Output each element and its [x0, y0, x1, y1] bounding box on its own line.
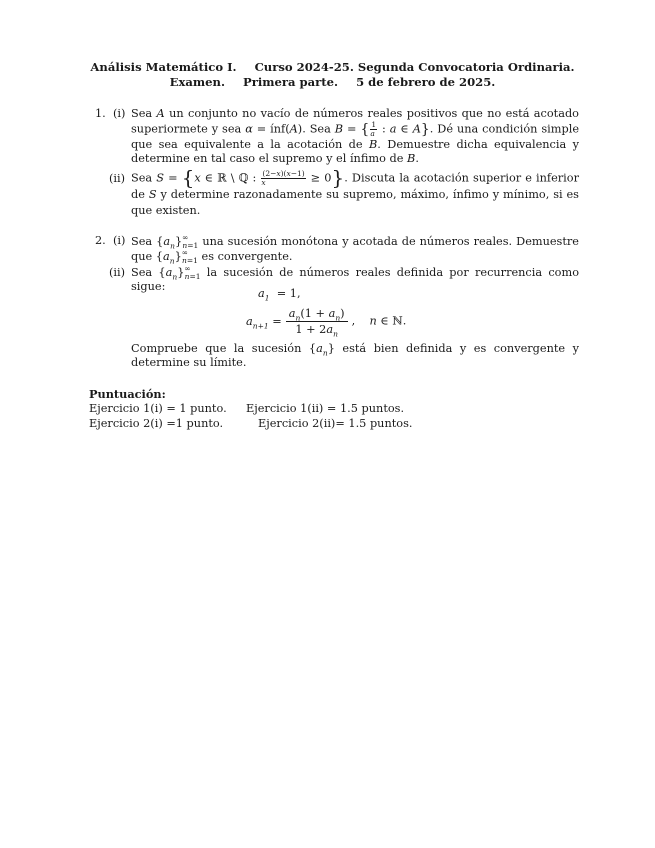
score-2i: Ejercicio 2(i) =1 punto.: [89, 417, 224, 430]
exercise-1-part-i-text: Sea A un conjunto no vacío de números reales positivos que no está acotado superiormete y sea α = ínf(A). Sea B = { $\frac{1}{a}$ : a ∈ A}. Dé una condición simple que sea equivalente a la acotación de B. Demuestre dicha equivalencia y determine en tal caso el supremo y el ínfimo de B.: [131, 107, 580, 165]
title-line-1: [60, 60, 605, 75]
exercise-1-part-i-label: (i): [113, 107, 126, 120]
recurrence-initial: $a_1 = 1$,: [258, 287, 301, 303]
exam-part: Primera parte.: [243, 75, 339, 89]
exercise-2-closing: Compruebe que la sucesión $\{a_n\}$ está bien definida y es convergente y determine su límite.: [131, 342, 579, 369]
exam-date: 5 de febrero de 2025.: [356, 75, 496, 89]
exam-label: Examen.: [169, 75, 226, 89]
exercise-2-number: 2.: [95, 234, 106, 247]
score-1ii: Ejercicio 1(ii) = 1.5 puntos.: [246, 402, 405, 415]
recurrence-step: $a_{n+1}$ = $\frac{a_n(1 + a_n)}{1 + 2a_n}$ , n ∈ ℕ.: [246, 307, 407, 339]
scoring-title: Puntuación:: [89, 387, 166, 401]
exercise-2-part-ii-label: (ii): [109, 266, 126, 279]
exercise-1-part-ii-label: (ii): [109, 172, 126, 185]
exercise-1-number: 1.: [95, 107, 106, 120]
exercise-2-part-ii-text: Sea $\{a_n\}^\infty_{n=1}$ la sucesión de números reales definida por recurrencia como sigue:: [131, 264, 579, 293]
exercise-2-part-i-label: (i): [113, 234, 126, 247]
score-1i: Ejercicio 1(i) = 1 punto.: [89, 402, 227, 415]
course-session: Curso 2024-25. Segunda Convocatoria Ordinaria.: [254, 60, 575, 74]
exercise-2-part-i-text: Sea $\{a_n\}^\infty_{n=1}$ una sucesión monótona y acotada de números reales. Demuestre que $\{a_n\}^\infty_{n=1}$ es convergente.: [131, 233, 579, 266]
exam-title: [60, 60, 605, 90]
title-line-2: [60, 75, 605, 90]
score-2ii: Ejercicio 2(ii)= 1.5 puntos.: [258, 417, 413, 430]
course-name: Análisis Matemático I.: [90, 60, 237, 74]
exercise-1-part-ii-text: Sea S = {x ∈ ℝ \ ℚ : $\frac{(2-x)(x-1)}{x}$ ≥ 0}. Discuta la acotación superior e inferior de S y determine razonadamente su supremo, máximo, ínfimo y mínimo, si es que existen.: [131, 165, 579, 217]
